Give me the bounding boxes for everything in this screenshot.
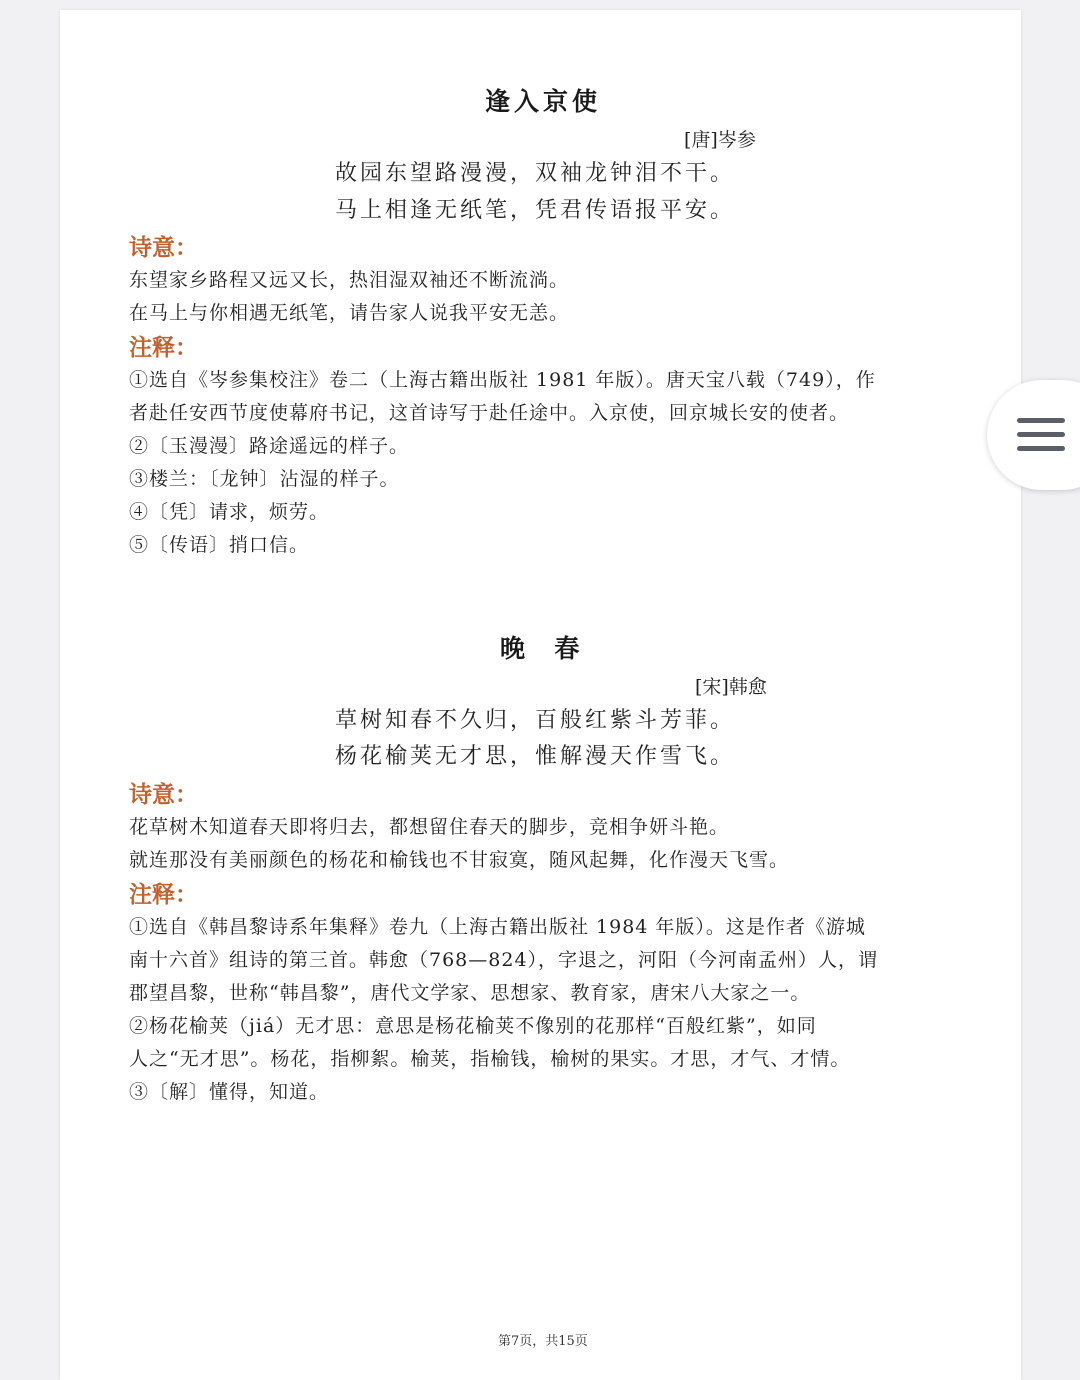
meaning-line: 就连那没有美丽颜色的杨花和榆钱也不甘寂寞，随风起舞，化作漫天飞雪。 [129, 849, 790, 871]
poem-verse-line: 杨花榆荚无才思，惟解漫天作雪飞。 [335, 744, 736, 769]
note-line: ③〔解〕懂得，知道。 [129, 1081, 330, 1103]
page-indicator: 第7页，共15页 [498, 1334, 588, 1349]
poem-verse-line: 草树知春不久归，百般红紫斗芳菲。 [335, 708, 736, 733]
meaning-line: 东望家乡路程又远又长，热泪湿双袖还不断流淌。 [129, 269, 570, 291]
note-line: ④〔凭〕请求，烦劳。 [129, 501, 330, 523]
note-line: ①选自《韩昌黎诗系年集释》卷九（上海古籍出版社 1984 年版）。这是作者《游城 [129, 916, 866, 938]
document-page [60, 10, 1021, 1380]
note-line: ②〔玉漫漫〕路途遥远的样子。 [129, 435, 410, 457]
note-line: 郡望昌黎，世称“韩昌黎”，唐代文学家、思想家、教育家，唐宋八大家之一。 [129, 982, 811, 1004]
meaning-line: 花草树木知道春天即将归去，都想留住春天的脚步，竞相争妍斗艳。 [129, 816, 730, 838]
poem-title: 晚 春 [500, 634, 584, 663]
meaning-heading: 诗意： [129, 234, 198, 261]
note-line: ①选自《岑参集校注》卷二（上海古籍出版社 1981 年版）。唐天宝八载（749），作 [129, 369, 876, 391]
poem-author: [唐]岑参 [684, 129, 756, 151]
note-line: 者赴任安西节度使幕府书记，这首诗写于赴任途中。入京使，回京城长安的使者。 [129, 402, 850, 424]
note-line: 人之“无才思”。杨花，指柳絮。榆荚，指榆钱，榆树的果实。才思，才气、才情。 [129, 1048, 851, 1070]
poem-verse-line: 马上相逢无纸笔，凭君传语报平安。 [335, 198, 736, 223]
note-line: ⑤〔传语〕捎口信。 [129, 534, 310, 556]
note-line: 南十六首》组诗的第三首。韩愈（768—824），字退之，河阳（今河南孟州）人，谓 [129, 949, 879, 971]
notes-heading: 注释： [129, 334, 198, 361]
notes-heading: 注释： [129, 881, 198, 908]
poem-verse-line: 故园东望路漫漫，双袖龙钟泪不干。 [335, 161, 736, 186]
poem-author: [宋]韩愈 [695, 676, 767, 698]
meaning-line: 在马上与你相遇无纸笔，请告家人说我平安无恙。 [129, 302, 570, 324]
note-line: ②杨花榆荚（jiá）无才思：意思是杨花榆荚不像别的花那样“百般红紫”，如同 [129, 1015, 817, 1037]
poem-title: 逢入京使 [485, 87, 602, 116]
note-line: ③楼兰：〔龙钟〕沾湿的样子。 [129, 468, 400, 490]
meaning-heading: 诗意： [129, 781, 198, 808]
